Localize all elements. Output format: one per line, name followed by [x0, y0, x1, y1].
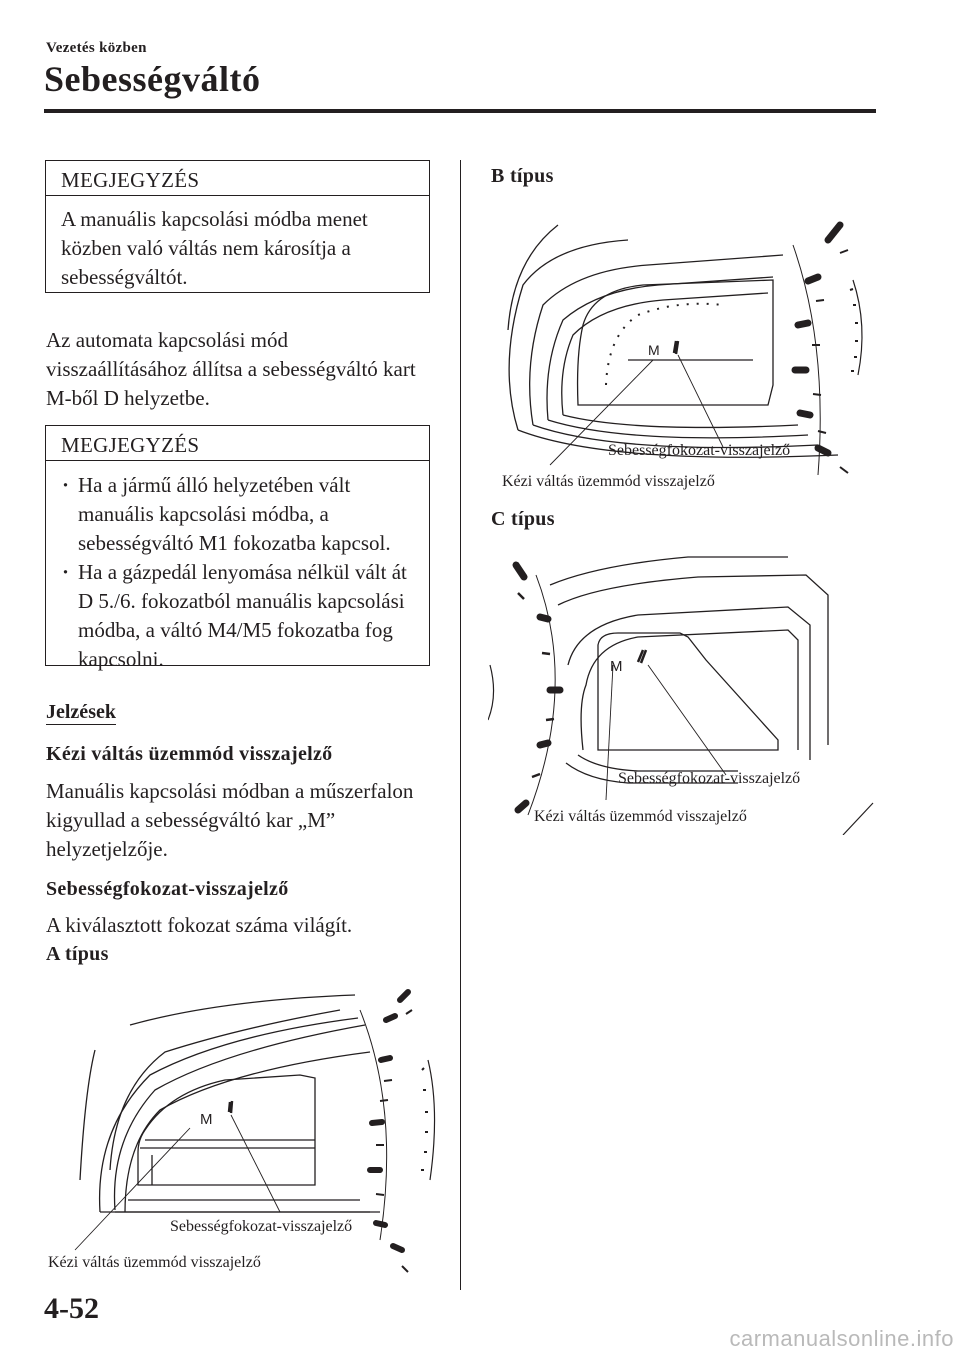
manual-mode-label: Kézi váltás üzemmód visszajelző — [502, 473, 715, 490]
page-number: 4-52 — [44, 1292, 99, 1325]
figure-c-title: C típus — [491, 508, 555, 530]
restore-paragraph: Az automata kapcsolási mód visszaállításához állítsa a sebességváltó kart M-ből D helyzetbe. — [46, 328, 416, 410]
figure-a-title: A típus — [46, 943, 109, 965]
m-symbol: M — [200, 1111, 213, 1128]
note-item: · Ha a jármű álló helyzetében vált manuális kapcsolási módba, a sebességváltó M1 fokozatba kapcsol. — [61, 471, 414, 558]
section-label: Vezetés közben — [46, 40, 147, 56]
manual-mode-label: Kézi váltás üzemmód visszajelző — [48, 1254, 261, 1271]
header-rule — [44, 109, 876, 113]
figure-c-cluster — [488, 545, 888, 835]
manual-indicator-text: Manuális kapcsolási módban a műszerfalon kigyullad a sebességváltó kar „M” helyzetjelzője. — [46, 779, 414, 861]
manual-indicator-heading: Kézi váltás üzemmód visszajelző — [46, 743, 333, 765]
note-box-1 — [45, 160, 430, 293]
gear-indicator-label: Sebességfokozat-visszajelző — [608, 442, 791, 459]
note-heading: MEGJEGYZÉS — [46, 426, 429, 461]
gear-indicator-heading: Sebességfokozat-visszajelző — [46, 878, 289, 900]
note-text: A manuális kapcsolási módba menet közben való váltás nem károsítja a sebességváltót. — [61, 207, 368, 289]
chapter-title: Sebességváltó — [44, 59, 261, 99]
column-divider — [460, 160, 461, 1290]
figure-a-cluster — [40, 980, 460, 1280]
figure-b-cluster — [488, 205, 888, 500]
manual-mode-label: Kézi váltás üzemmód visszajelző — [534, 808, 747, 825]
figure-b-title: B típus — [491, 165, 554, 187]
m-symbol: M — [648, 342, 660, 358]
m-symbol: M — [610, 658, 623, 675]
gear-indicator-label: Sebességfokozat-visszajelző — [618, 770, 801, 787]
note-box-2 — [45, 425, 430, 671]
note-heading: MEGJEGYZÉS — [46, 161, 429, 196]
gear-indicator-text: A kiválasztott fokozat száma világít. — [46, 913, 353, 937]
watermark: carmanualsonline.info — [729, 1326, 954, 1351]
note-item: · Ha a gázpedál lenyomása nélkül vált át D 5./6. fokozatból manuális kapcsolási módba, a váltó M4/M5 fokozatba fog kapcsolni. — [61, 558, 414, 674]
gear-indicator-label: Sebességfokozat-visszajelző — [170, 1218, 353, 1235]
indicators-heading: Jelzések — [46, 701, 116, 723]
